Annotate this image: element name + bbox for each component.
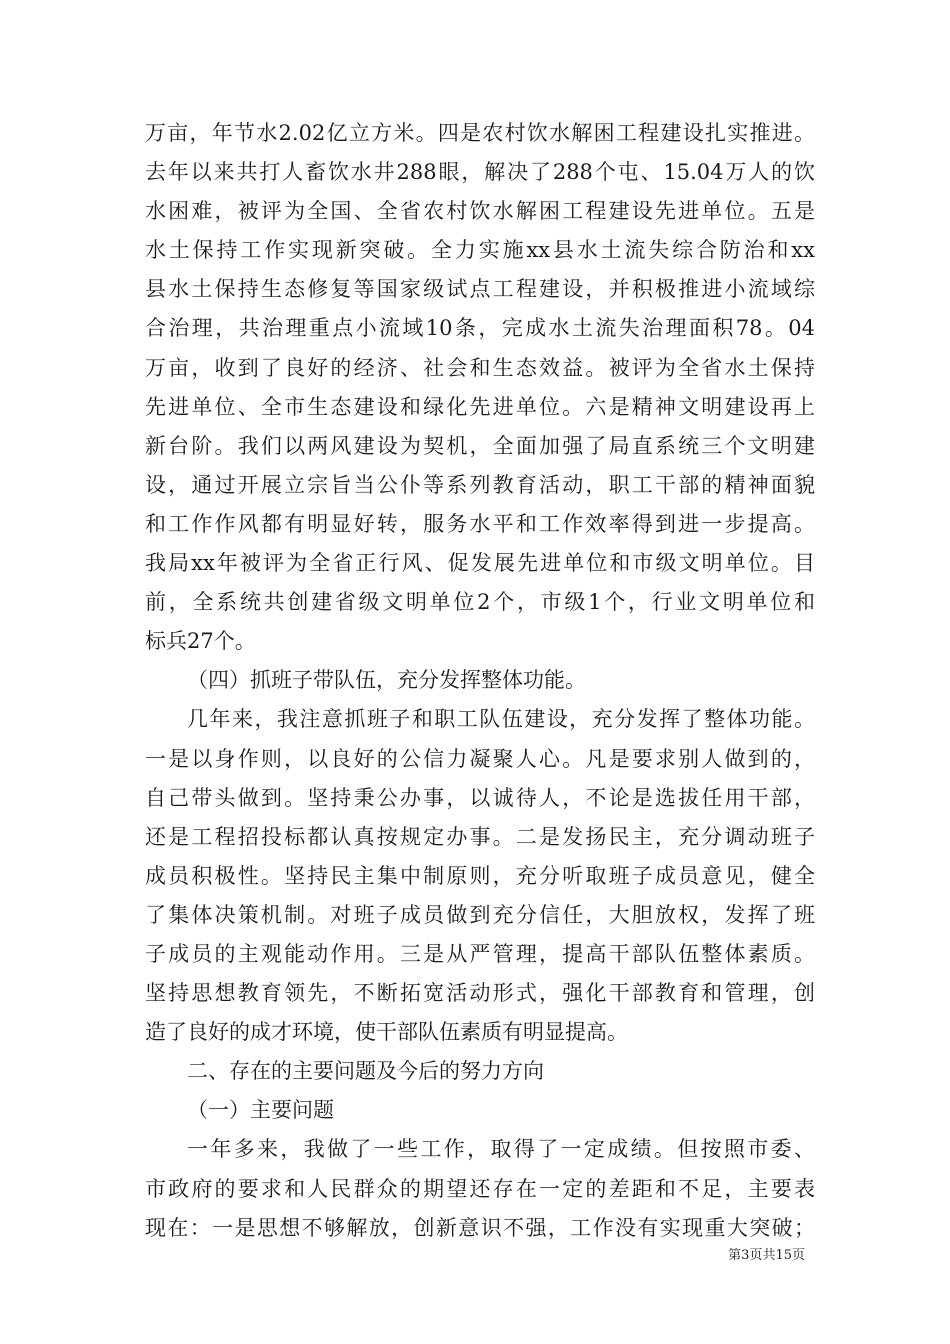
text-line: 新台阶。我们以两风建设为契机，全面加强了局直系统三个文明建: [145, 433, 815, 458]
text-line: （一）主要问题: [187, 1098, 334, 1123]
text-line: 合治理，共治理重点小流域10条，完成水土流失治理面积78。04: [145, 316, 815, 341]
text-line: 和工作作风都有明显好转，服务水平和工作效率得到进一步提高。: [145, 511, 815, 536]
document-body: [145, 114, 815, 1248]
text-line: 几年来，我注意抓班子和职工队伍建设，充分发挥了整体功能。: [187, 707, 815, 732]
text-line: 一是以身作则，以良好的公信力凝聚人心。凡是要求别人做到的，: [145, 746, 815, 771]
text-line: 自己带头做到。坚持秉公办事，以诚待人，不论是选拔任用干部，: [145, 785, 815, 810]
text-line: 水困难，被评为全国、全省农村饮水解困工程建设先进单位。五是: [145, 199, 815, 224]
text-line: 了集体决策机制。对班子成员做到充分信任，大胆放权，发挥了班: [145, 902, 815, 927]
text-line: 设，通过开展立宗旨当公仆等系列教育活动，职工干部的精神面貌: [145, 472, 815, 497]
text-line: 坚持思想教育领先，不断拓宽活动形式，强化干部教育和管理，创: [145, 981, 815, 1006]
text-line: 县水土保持生态修复等国家级试点工程建设，并积极推进小流域综: [145, 277, 815, 302]
page-footer: 第3页共15页: [728, 1248, 805, 1263]
text-line: 水土保持工作实现新突破。全力实施xx县水土流失综合防治和xx: [145, 238, 815, 263]
text-line: 成员积极性。坚持民主集中制原则，充分听取班子成员意见，健全: [145, 863, 815, 888]
text-line: 我局xx年被评为全省正行风、促发展先进单位和市级文明单位。目: [145, 551, 815, 576]
text-line: 万亩，年节水2.02亿立方米。四是农村饮水解困工程建设扎实推进。: [145, 121, 815, 145]
text-line: 二、存在的主要问题及今后的努力方向: [187, 1059, 544, 1084]
text-line: 去年以来共打人畜饮水井288眼，解决了288个屯、15.04万人的饮: [145, 160, 815, 185]
text-line: 一年多来，我做了一些工作，取得了一定成绩。但按照市委、: [187, 1137, 815, 1162]
text-line: 标兵27个。: [145, 629, 256, 654]
text-line: 市政府的要求和人民群众的期望还存在一定的差距和不足，主要表: [145, 1176, 815, 1201]
text-line: 造了良好的成才环境，使干部队伍素质有明显提高。: [145, 1020, 628, 1045]
text-line: 还是工程招投标都认真按规定办事。二是发扬民主，充分调动班子: [145, 824, 815, 849]
text-line: 现在：一是思想不够解放，创新意识不强，工作没有实现重大突破；: [145, 1215, 815, 1240]
text-line: 先进单位、全市生态建设和绿化先进单位。六是精神文明建设再上: [145, 394, 815, 419]
text-line: 万亩，收到了良好的经济、社会和生态效益。被评为全省水土保持: [145, 355, 815, 380]
text-line: （四）抓班子带队伍，充分发挥整体功能。: [187, 668, 586, 693]
text-line: 前，全系统共创建省级文明单位2个，市级1个，行业文明单位和: [145, 590, 815, 615]
text-line: 子成员的主观能动作用。三是从严管理，提高干部队伍整体素质。: [145, 941, 815, 966]
